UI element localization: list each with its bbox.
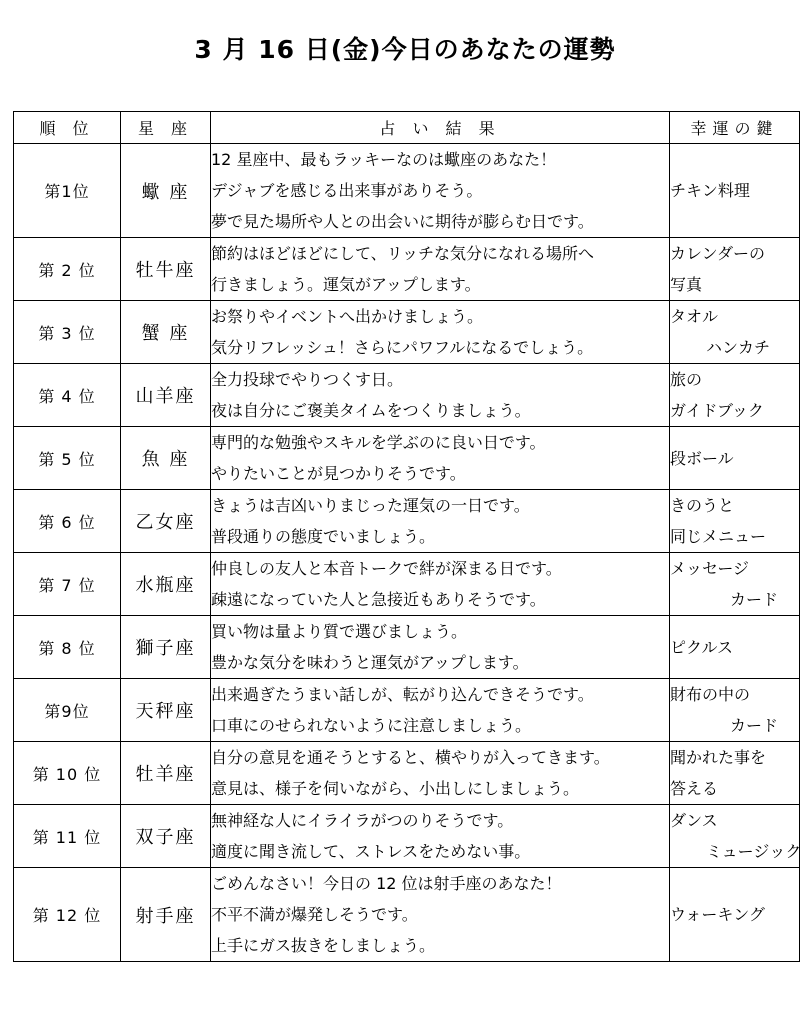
table-header-row: [14, 112, 800, 144]
lucky-key-cell: [670, 301, 800, 364]
fortune-result-line: 12 星座中、最もラッキーなのは蠍座のあなた！: [211, 150, 557, 169]
zodiac-sign-cell: 魚 座: [121, 427, 211, 490]
lucky-key-line: 財布の中の: [670, 685, 751, 704]
zodiac-sign-cell: 射手座: [121, 868, 211, 962]
fortune-result-cell: [211, 553, 670, 616]
lucky-key-line: カード: [730, 590, 779, 609]
lucky-key-line: 写真: [670, 275, 703, 294]
rank-cell: 第 7 位: [14, 553, 121, 616]
lucky-key-cell: [670, 679, 800, 742]
fortune-result-line: 気分リフレッシュ！さらにパワフルになるでしょう。: [211, 338, 594, 357]
lucky-key-line: ピクルス: [670, 637, 734, 657]
table-row: [14, 868, 800, 962]
fortune-result-line: 疎遠になっていた人と急接近もありそうです。: [211, 590, 546, 609]
zodiac-sign-cell: 乙女座: [121, 490, 211, 553]
rank-cell: 第9位: [14, 679, 121, 742]
table-row: [14, 679, 800, 742]
rank-cell: 第 4 位: [14, 364, 121, 427]
header-result: 占 い 結 果: [211, 112, 670, 144]
rank-cell: 第 8 位: [14, 616, 121, 679]
rank-cell: 第 5 位: [14, 427, 121, 490]
lucky-key-cell: [670, 868, 800, 962]
fortune-result-line: 豊かな気分を味わうと運気がアップします。: [211, 653, 529, 672]
fortune-result-cell: [211, 364, 670, 427]
fortune-result-cell: [211, 805, 670, 868]
fortune-result-line: 不平不満が爆発しそうです。: [211, 905, 418, 924]
fortune-result-line: 自分の意見を通そうとすると、横やりが入ってきます。: [211, 748, 610, 767]
fortune-result-line: 行きましょう。運気がアップします。: [211, 275, 481, 294]
fortune-result-line: 意見は、様子を伺いながら、小出しにしましょう。: [211, 779, 580, 798]
fortune-result-line: ごめんなさい！今日の 12 位は射手座のあなた！: [211, 874, 562, 893]
fortune-result-line: お祭りやイベントへ出かけましょう。: [211, 307, 484, 326]
fortune-result-cell: [211, 490, 670, 553]
fortune-result-cell: [211, 868, 670, 962]
table-row: [14, 616, 800, 679]
rank-cell: 第 2 位: [14, 238, 121, 301]
header-sign: 星 座: [121, 112, 211, 144]
header-rank: 順 位: [14, 112, 121, 144]
rank-cell: 第 3 位: [14, 301, 121, 364]
fortune-result-line: 口車にのせられないように注意しましょう。: [211, 716, 532, 735]
table-row: [14, 301, 800, 364]
lucky-key-cell: [670, 553, 800, 616]
table-row: [14, 490, 800, 553]
lucky-key-cell: [670, 144, 800, 238]
table-row: [14, 144, 800, 238]
table-row: [14, 553, 800, 616]
fortune-result-line: 上手にガス抜きをしましょう。: [211, 936, 436, 955]
fortune-result-line: 全力投球でやりつくす日。: [211, 370, 404, 389]
fortune-result-line: 専門的な勉強やスキルを学ぶのに良い日です。: [211, 433, 546, 452]
lucky-key-line: ウォーキング: [670, 905, 765, 924]
lucky-key-line: チキン料理: [670, 181, 750, 200]
fortune-result-line: きょうは吉凶いりまじった運気の一日です。: [211, 496, 530, 515]
fortune-result-line: デジャブを感じる出来事がありそう。: [211, 181, 483, 200]
rank-cell: 第 12 位: [14, 868, 121, 962]
fortune-result-line: 買い物は量より質で選びましょう。: [211, 622, 468, 641]
lucky-key-line: カレンダーの: [670, 244, 765, 263]
lucky-key-line: 旅の: [670, 370, 703, 389]
fortune-result-line: 夢で見た場所や人との出会いに期待が膨らむ日です。: [211, 212, 594, 231]
fortune-table: [13, 111, 800, 962]
lucky-key-cell: [670, 364, 800, 427]
zodiac-sign-cell: 水瓶座: [121, 553, 211, 616]
lucky-key-cell: [670, 238, 800, 301]
fortune-result-cell: [211, 238, 670, 301]
table-row: [14, 805, 800, 868]
lucky-key-line: きのうと: [670, 496, 735, 515]
table-row: [14, 427, 800, 490]
zodiac-sign-cell: 牡牛座: [121, 238, 211, 301]
zodiac-sign-cell: 蠍 座: [121, 144, 211, 238]
table-row: [14, 364, 800, 427]
lucky-key-line: ミュージック: [706, 842, 802, 861]
lucky-key-line: 段ボール: [670, 448, 734, 468]
rank-cell: 第 11 位: [14, 805, 121, 868]
fortune-result-cell: [211, 616, 670, 679]
rank-cell: 第1位: [14, 144, 121, 238]
lucky-key-cell: [670, 742, 800, 805]
fortune-result-cell: [211, 301, 670, 364]
lucky-key-line: ガイドブック: [670, 401, 764, 420]
fortune-result-line: 出来過ぎたうまい話しが、転がり込んできそうです。: [211, 685, 594, 704]
table-row: [14, 238, 800, 301]
lucky-key-cell: [670, 616, 800, 679]
rank-cell: 第 6 位: [14, 490, 121, 553]
lucky-key-line: ハンカチ: [706, 338, 771, 357]
zodiac-sign-cell: 天秤座: [121, 679, 211, 742]
fortune-result-line: 普段通りの態度でいましょう。: [211, 527, 436, 546]
fortune-result-cell: [211, 144, 670, 238]
rank-cell: 第 10 位: [14, 742, 121, 805]
header-lucky-key: 幸運の鍵: [670, 112, 800, 144]
lucky-key-line: タオル: [670, 307, 719, 326]
zodiac-sign-cell: 蟹 座: [121, 301, 211, 364]
lucky-key-line: メッセージ: [670, 559, 750, 578]
lucky-key-cell: [670, 805, 800, 868]
lucky-key-line: 聞かれた事を: [670, 748, 767, 767]
fortune-result-line: 適度に聞き流して、ストレスをためない事。: [211, 842, 531, 861]
lucky-key-cell: [670, 490, 800, 553]
lucky-key-line: ダンス: [670, 811, 718, 830]
fortune-result-line: 節約はほどほどにして、リッチな気分になれる場所へ: [211, 244, 595, 263]
lucky-key-line: 答える: [670, 779, 719, 798]
page-title: 3 月 16 日(金)今日のあなたの運勢: [194, 35, 616, 64]
zodiac-sign-cell: 双子座: [121, 805, 211, 868]
fortune-result-line: 仲良しの友人と本音トークで絆が深まる日です。: [211, 559, 562, 578]
fortune-result-line: やりたいことが見つかりそうです。: [211, 464, 466, 483]
zodiac-sign-cell: 牡羊座: [121, 742, 211, 805]
table-body: [14, 144, 800, 962]
fortune-result-cell: [211, 679, 670, 742]
lucky-key-line: 同じメニュー: [670, 527, 767, 546]
table-row: [14, 742, 800, 805]
fortune-result-cell: [211, 742, 670, 805]
fortune-result-line: 無神経な人にイライラがつのりそうです。: [211, 811, 514, 830]
lucky-key-cell: [670, 427, 800, 490]
zodiac-sign-cell: 獅子座: [121, 616, 211, 679]
fortune-result-line: 夜は自分にご褒美タイムをつくりましょう。: [211, 401, 531, 420]
lucky-key-line: カード: [730, 716, 779, 735]
fortune-result-cell: [211, 427, 670, 490]
zodiac-sign-cell: 山羊座: [121, 364, 211, 427]
